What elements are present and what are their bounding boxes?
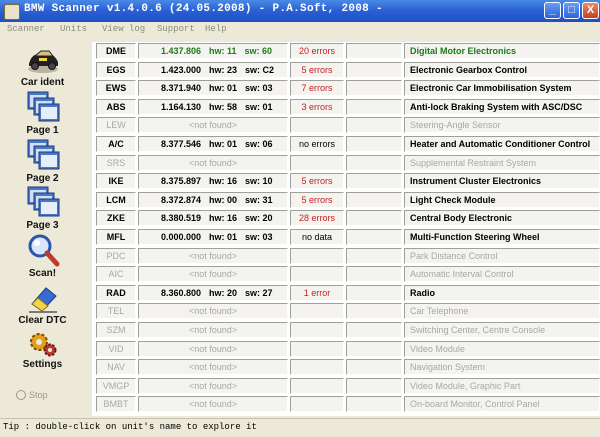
unit-row	[92, 116, 600, 134]
unit-info: <not found>	[138, 359, 288, 375]
unit-errors[interactable]: 3 errors	[290, 99, 344, 115]
unit-hw-version: hw: 58	[209, 101, 238, 112]
unit-info	[138, 62, 288, 78]
unit-name-button[interactable]: ABS	[96, 99, 136, 115]
unit-info	[138, 43, 288, 59]
unit-name-button[interactable]: SRS	[96, 155, 136, 171]
unit-name-button[interactable]: LEW	[96, 117, 136, 133]
unit-extra-cell	[346, 155, 402, 171]
gears-icon	[28, 330, 58, 358]
unit-hw-version: hw: 01	[209, 83, 238, 94]
unit-errors[interactable]: 5 errors	[290, 173, 344, 189]
unit-description: Heater and Automatic Conditioner Control	[404, 136, 600, 152]
unit-row	[92, 172, 600, 190]
unit-row	[92, 284, 600, 302]
unit-description: Light Check Module	[404, 192, 600, 208]
unit-sw-version: sw: 31	[245, 194, 273, 205]
unit-part-number: 0.000.000	[160, 232, 201, 242]
maximize-button[interactable]: □	[563, 2, 580, 19]
unit-errors[interactable]	[290, 303, 344, 319]
unit-row	[92, 191, 600, 209]
unit-row	[92, 42, 600, 60]
unit-sw-version: sw: C2	[245, 64, 275, 75]
page-2-label: Page 2	[26, 173, 59, 184]
unit-extra-cell	[346, 192, 402, 208]
unit-description: Electronic Gearbox Control	[404, 62, 600, 78]
unit-name-button[interactable]: PDC	[96, 248, 136, 264]
unit-info: <not found>	[138, 322, 288, 338]
clear-dtc-label: Clear DTC	[18, 315, 67, 326]
unit-description: Central Body Electronic	[404, 210, 600, 226]
unit-extra-cell	[346, 43, 402, 59]
unit-description: Supplemental Restraint System	[404, 155, 600, 171]
unit-row	[92, 209, 600, 227]
unit-info	[138, 136, 288, 152]
unit-description: Anti-lock Braking System with ASC/DSC	[404, 99, 600, 115]
unit-hw-version: hw: 01	[209, 139, 238, 149]
unit-part-number: 1.164.130	[160, 101, 201, 112]
unit-row	[92, 265, 600, 283]
unit-errors[interactable]	[290, 248, 344, 264]
unit-description: Car Telephone	[404, 303, 600, 319]
unit-extra-cell	[346, 136, 402, 152]
unit-name-button[interactable]: RAD	[96, 285, 136, 301]
menu-help[interactable]: Help	[205, 24, 227, 34]
unit-sw-version: sw: 06	[245, 139, 273, 149]
unit-extra-cell	[346, 248, 402, 264]
unit-info: <not found>	[138, 303, 288, 319]
unit-name-button[interactable]: DME	[96, 43, 136, 59]
unit-part-number: 1.423.000	[160, 64, 201, 75]
stop-icon	[16, 390, 26, 400]
unit-sw-version: sw: 03	[245, 232, 273, 242]
sidebar	[2, 40, 83, 416]
settings-label: Settings	[22, 359, 63, 370]
unit-name-button[interactable]: MFL	[96, 229, 136, 245]
unit-errors[interactable]	[290, 341, 344, 357]
unit-part-number: 8.360.800	[160, 287, 201, 298]
settings-button[interactable]	[2, 330, 83, 370]
car-ident-button[interactable]	[2, 42, 83, 88]
unit-extra-cell	[346, 359, 402, 375]
pages-icon	[26, 138, 60, 172]
car-ident-label: Car ident	[20, 77, 65, 88]
unit-extra-cell	[346, 285, 402, 301]
unit-sw-version: sw: 60	[244, 46, 273, 56]
car-icon	[25, 42, 61, 76]
unit-grid	[92, 42, 600, 416]
unit-description: Switching Center, Centre Console	[404, 322, 600, 338]
unit-info	[138, 229, 288, 245]
scan-label: Scan!	[28, 268, 57, 279]
unit-info: <not found>	[138, 248, 288, 264]
unit-info: <not found>	[138, 117, 288, 133]
scan-button[interactable]	[2, 233, 83, 279]
unit-extra-cell	[346, 303, 402, 319]
unit-row	[92, 302, 600, 320]
unit-name-button[interactable]: NAV	[96, 359, 136, 375]
unit-row	[92, 135, 600, 153]
unit-errors[interactable]	[290, 266, 344, 282]
unit-info: <not found>	[138, 266, 288, 282]
clear-dtc-button[interactable]	[2, 280, 83, 326]
magnifier-icon	[26, 233, 60, 267]
menu-support[interactable]: Support	[157, 24, 195, 34]
unit-name-button[interactable]: VID	[96, 341, 136, 357]
unit-sw-version: sw: 27	[245, 287, 273, 298]
unit-errors[interactable]	[290, 117, 344, 133]
unit-name-button[interactable]: IKE	[96, 173, 136, 189]
unit-row	[92, 228, 600, 246]
menu-units[interactable]: Units	[60, 24, 88, 34]
unit-errors[interactable]: 20 errors	[290, 43, 344, 59]
unit-extra-cell	[346, 341, 402, 357]
unit-part-number: 8.380.519	[160, 213, 201, 224]
unit-errors[interactable]: 5 errors	[290, 62, 344, 78]
unit-extra-cell	[346, 378, 402, 394]
unit-name-button[interactable]: BMBT	[96, 396, 136, 412]
unit-description: Radio	[404, 285, 600, 301]
unit-name-button[interactable]: VMGP	[96, 378, 136, 394]
unit-info: <not found>	[138, 341, 288, 357]
unit-info	[138, 192, 288, 208]
unit-description: Automatic Interval Control	[404, 266, 600, 282]
page-1-button[interactable]	[2, 90, 83, 136]
unit-info	[138, 285, 288, 301]
unit-hw-version: hw: 23	[209, 64, 238, 75]
unit-name-button[interactable]: LCM	[96, 192, 136, 208]
unit-row	[92, 98, 600, 116]
unit-errors[interactable]: 28 errors	[290, 210, 344, 226]
eraser-icon	[26, 280, 60, 314]
unit-row	[92, 247, 600, 265]
unit-errors[interactable]: no errors	[290, 136, 344, 152]
unit-info	[138, 80, 288, 96]
unit-description: Video Module	[404, 341, 600, 357]
unit-hw-version: hw: 20	[209, 287, 238, 298]
unit-name-button[interactable]: SZM	[96, 322, 136, 338]
unit-part-number: 8.375.897	[160, 176, 201, 187]
pages-icon	[26, 185, 60, 219]
unit-errors[interactable]	[290, 396, 344, 412]
menu-scanner[interactable]: Scanner	[7, 24, 45, 34]
unit-errors[interactable]: 7 errors	[290, 80, 344, 96]
unit-extra-cell	[346, 80, 402, 96]
unit-description: Park Distance Control	[404, 248, 600, 264]
unit-info: <not found>	[138, 155, 288, 171]
unit-info	[138, 210, 288, 226]
unit-errors[interactable]	[290, 322, 344, 338]
unit-description: Video Module, Graphic Part	[404, 378, 600, 394]
menu-view-log[interactable]: View log	[102, 24, 146, 34]
unit-extra-cell	[346, 396, 402, 412]
unit-info: <not found>	[138, 396, 288, 412]
unit-sw-version: sw: 03	[245, 83, 273, 94]
unit-sw-version: sw: 10	[245, 176, 273, 187]
unit-hw-version: hw: 11	[209, 46, 237, 56]
unit-info: <not found>	[138, 378, 288, 394]
unit-row	[92, 395, 600, 413]
unit-hw-version: hw: 16	[209, 213, 238, 224]
unit-name-button[interactable]: A/C	[96, 136, 136, 152]
unit-description: On-board Monitor, Control Panel	[404, 396, 600, 412]
page-2-button[interactable]	[2, 138, 83, 184]
status-text: Tip : double-click on unit's name to explore it	[3, 422, 257, 432]
unit-sw-version: sw: 01	[245, 101, 273, 112]
unit-extra-cell	[346, 266, 402, 282]
unit-errors[interactable]: 1 error	[290, 285, 344, 301]
unit-part-number: 8.371.940	[160, 83, 201, 94]
status-bar	[0, 418, 600, 437]
unit-name-button[interactable]: ZKE	[96, 210, 136, 226]
unit-extra-cell	[346, 210, 402, 226]
stop-button[interactable]: Stop	[29, 390, 48, 400]
unit-errors[interactable]	[290, 155, 344, 171]
unit-row	[92, 340, 600, 358]
page-3-label: Page 3	[26, 220, 59, 231]
unit-description: Multi-Function Steering Wheel	[404, 229, 600, 245]
unit-part-number: 8.372.874	[160, 194, 201, 205]
unit-extra-cell	[346, 62, 402, 78]
unit-row	[92, 321, 600, 339]
unit-part-number: 1.437.806	[160, 46, 201, 56]
unit-description: Steering-Angle Sensor	[404, 117, 600, 133]
unit-description: Instrument Cluster Electronics	[404, 173, 600, 189]
unit-info	[138, 173, 288, 189]
unit-row	[92, 154, 600, 172]
page-3-button[interactable]	[2, 185, 83, 231]
unit-name-button[interactable]: AIC	[96, 266, 136, 282]
unit-row	[92, 61, 600, 79]
unit-info	[138, 99, 288, 115]
page-1-label: Page 1	[26, 125, 59, 136]
unit-name-button[interactable]: EGS	[96, 62, 136, 78]
unit-description: Digital Motor Electronics	[404, 43, 600, 59]
unit-errors[interactable]: no data	[290, 229, 344, 245]
title-bar	[0, 0, 600, 22]
menu-bar	[0, 22, 600, 37]
unit-extra-cell	[346, 229, 402, 245]
window-title: BMW Scanner v1.4.0.6 (24.05.2008) - P.A.Soft, 2008 -	[24, 3, 383, 15]
close-button[interactable]: X	[582, 2, 599, 19]
unit-errors[interactable]: 5 errors	[290, 192, 344, 208]
unit-errors[interactable]	[290, 359, 344, 375]
unit-description: Navigation System	[404, 359, 600, 375]
unit-hw-version: hw: 00	[209, 194, 238, 205]
unit-part-number: 8.377.546	[160, 139, 201, 149]
minimize-button[interactable]: _	[544, 2, 561, 19]
unit-errors[interactable]	[290, 378, 344, 394]
unit-extra-cell	[346, 173, 402, 189]
unit-row	[92, 377, 600, 395]
unit-row	[92, 358, 600, 376]
unit-extra-cell	[346, 99, 402, 115]
app-icon	[4, 4, 20, 20]
pages-icon	[26, 90, 60, 124]
unit-description: Electronic Car Immobilisation System	[404, 80, 600, 96]
unit-extra-cell	[346, 322, 402, 338]
unit-extra-cell	[346, 117, 402, 133]
unit-hw-version: hw: 16	[209, 176, 238, 187]
unit-name-button[interactable]: EWS	[96, 80, 136, 96]
unit-hw-version: hw: 01	[209, 232, 238, 242]
unit-name-button[interactable]: TEL	[96, 303, 136, 319]
unit-sw-version: sw: 20	[245, 213, 273, 224]
unit-row	[92, 79, 600, 97]
